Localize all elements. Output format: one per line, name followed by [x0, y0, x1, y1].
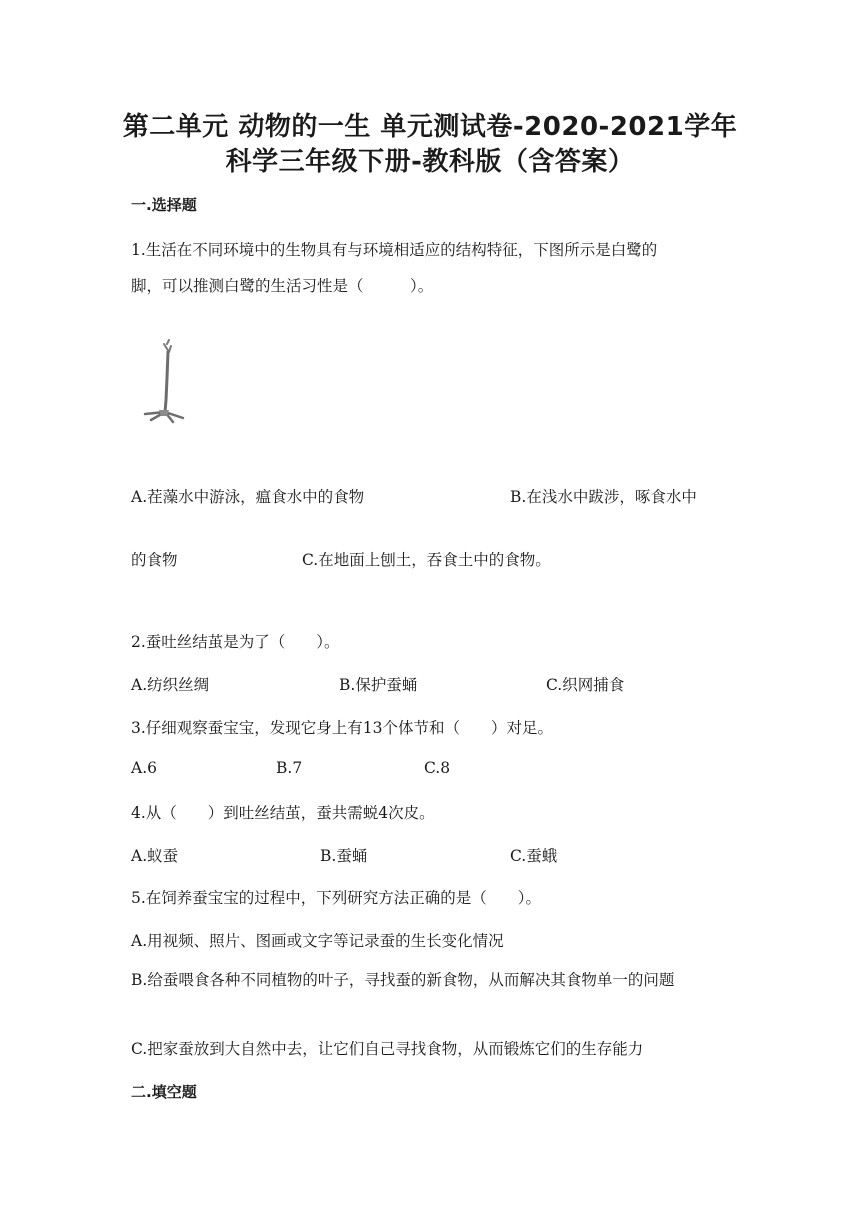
question-1-option-c: C.在地面上刨土，吞食土中的食物。	[302, 551, 551, 569]
document-title-line2: 科学三年级下册-教科版（含答案）	[225, 147, 635, 177]
question-5-option-c: C.把家蚕放到大自然中去，让它们自己寻找食物，从而锻炼它们的生存能力	[131, 1040, 644, 1058]
question-3-option-b: B.7	[276, 759, 303, 777]
section-heading-fill-blank: 二.填空题	[131, 1083, 197, 1101]
question-4-option-a: A.蚁蚕	[131, 847, 179, 865]
question-4-stem: 4.从（ ）到吐丝结茧，蚕共需蜕4次皮。	[131, 804, 435, 822]
question-4-option-c: C.蚕蛾	[510, 847, 558, 865]
question-2-option-a: A.纺织丝绸	[131, 676, 210, 694]
question-5-stem: 5.在饲养蚕宝宝的过程中，下列研究方法正确的是（ ）。	[131, 889, 542, 907]
question-5-option-a: A.用视频、照片、图画或文字等记录蚕的生长变化情况	[131, 932, 504, 950]
document-title-line1: 第二单元 动物的一生 单元测试卷-2020-2021学年	[122, 112, 738, 142]
question-1-option-b: B.在浅水中跋涉，啄食水中	[510, 488, 697, 506]
question-1-stem-line2: 脚，可以推测白鹭的生活习性是（ ）。	[131, 277, 434, 295]
question-2-stem: 2.蚕吐丝结茧是为了（ ）。	[131, 633, 340, 651]
egret-foot-figure	[133, 338, 193, 430]
question-2-option-b: B.保护蚕蛹	[339, 676, 418, 694]
question-1-stem-line1: 1.生活在不同环境中的生物具有与环境相适应的结构特征，下图所示是白鹭的	[131, 241, 658, 259]
question-2-option-c: C.织网捕食	[546, 676, 625, 694]
question-4-option-b: B.蚕蛹	[320, 847, 368, 865]
question-1-option-a: A.茬藻水中游泳，瘟食水中的食物	[131, 488, 365, 506]
section-heading-choice: 一.选择题	[131, 196, 197, 214]
question-3-option-a: A.6	[131, 759, 157, 777]
question-1-option-b-continued: 的食物	[131, 551, 178, 569]
question-3-option-c: C.8	[424, 759, 451, 777]
question-3-stem: 3.仔细观察蚕宝宝，发现它身上有13个体节和（ ）对足。	[131, 719, 554, 737]
question-5-option-b: B.给蚕喂食各种不同植物的叶子，寻找蚕的新食物，从而解决其食物单一的问题	[131, 971, 675, 989]
